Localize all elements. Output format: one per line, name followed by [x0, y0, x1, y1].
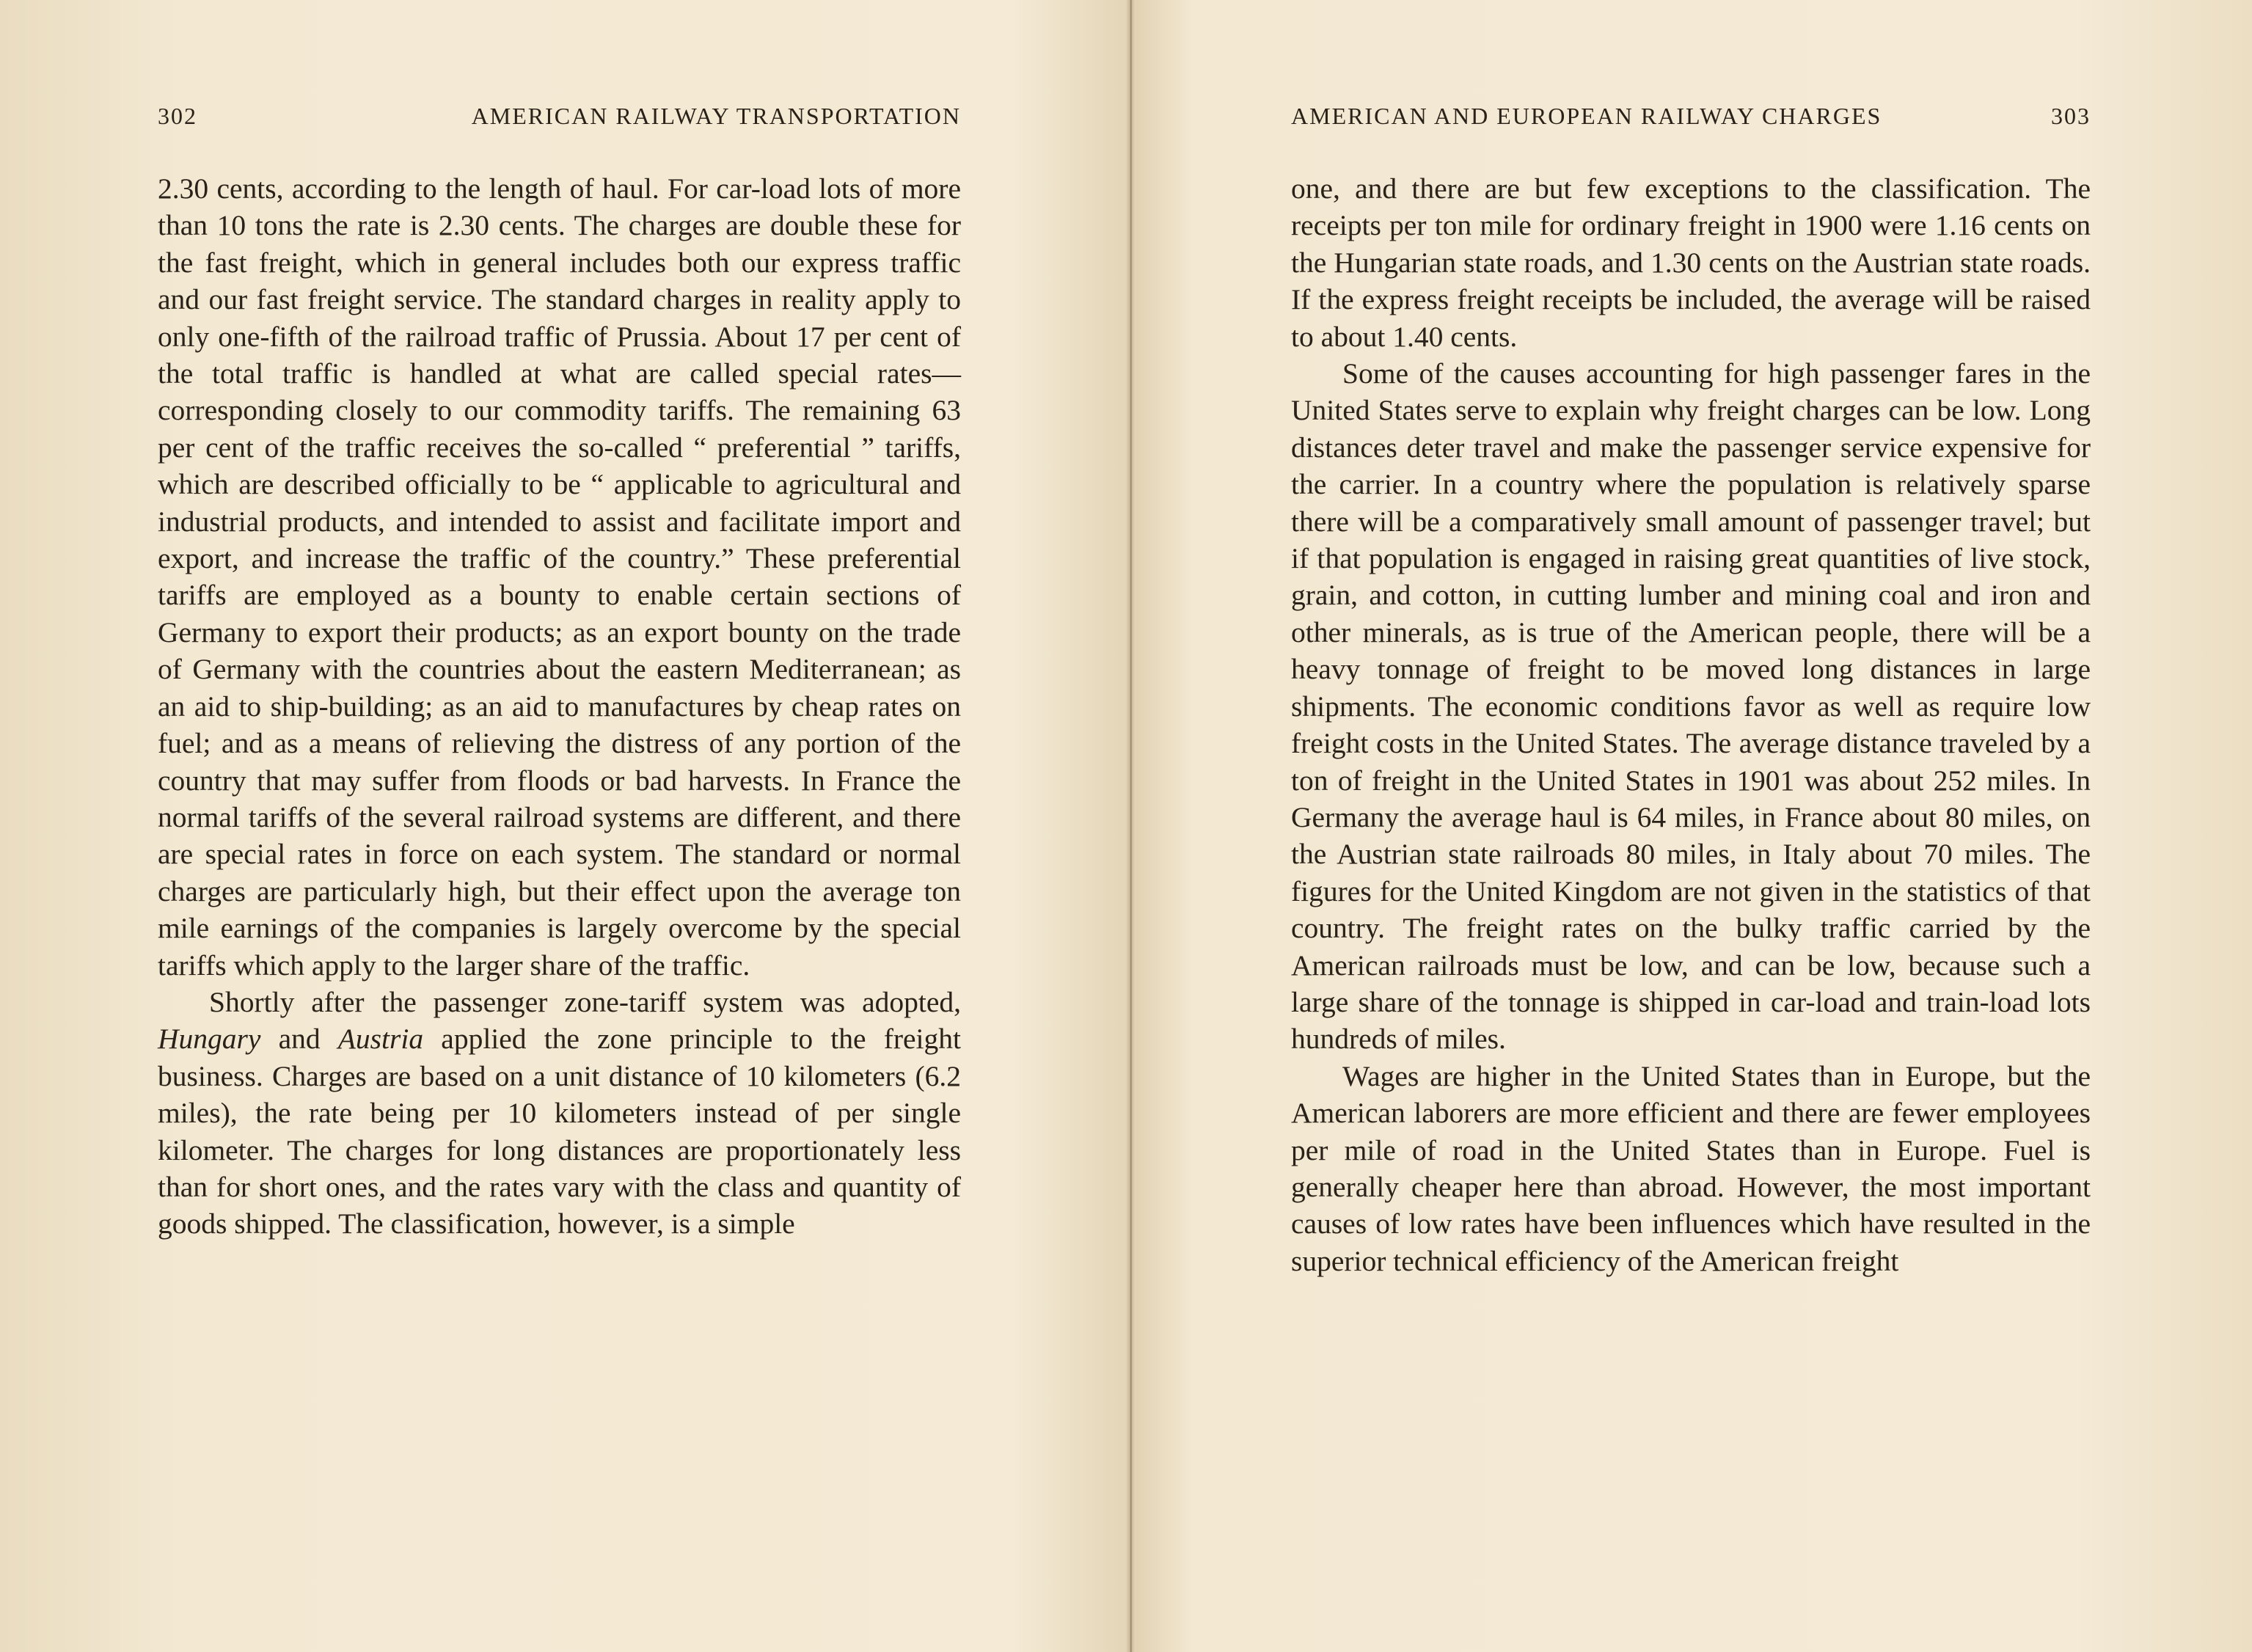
right-page	[1291, 103, 2091, 1279]
left-page-number: 302	[158, 103, 197, 129]
paragraph: one, and there are but few exceptions to the classification. The receipts per ton mile for ordinary freight in 1900 were 1.16 cents on the Hungarian state roads, and 1.30 cents on the Austrian state roads. If the express freight receipts be included, the average will be raised to about 1.40 cents.	[1291, 172, 2091, 353]
right-body-text	[1291, 170, 2091, 1279]
italic-term: Austria	[337, 1023, 424, 1056]
left-page	[158, 103, 961, 1243]
paragraph: 2.30 cents, according to the length of haul. For car-load lots of more than 10 tons the rate is 2.30 cents. The charges are double these for the fast freight, which in general includes both our express traffic and our fast freight service. The standard charges in reality apply to only one-fifth of the railroad traffic of Prussia. About 17 per cent of the total traffic is handled at what are called special rates—corresponding closely to our commodity tariffs. The remaining 63 per cent of the traffic receives the so-called “ preferential ” tariffs, which are described officially to be “ applicable to agricultural and industrial products, and intended to assist and facilitate import and export, and increase the traffic of the country.” These preferential tariffs are employed as a bounty to enable certain sections of Germany to export their products; as an export bounty on the trade of Germany with the countries about the eastern Mediterranean; as an aid to ship-building; as an aid to manufactures by cheap rates on fuel; and as a means of relieving the distress of any portion of the country that may suffer from floods or bad harvests. In France the normal tariffs of the several railroad systems are different, and there are special rates in force on each system. The standard or normal charges are particularly high, but their effect upon the average ton mile earnings of the companies is largely overcome by the special tariffs which apply to the larger share of the traffic.	[158, 172, 961, 982]
right-running-title: AMERICAN AND EUROPEAN RAILWAY CHARGES	[1291, 103, 1882, 129]
left-running-head	[158, 103, 961, 139]
left-running-title: AMERICAN RAILWAY TRANSPORTATION	[471, 103, 961, 129]
italic-term: Hungary	[158, 1023, 261, 1056]
book-gutter	[1126, 0, 1135, 1652]
right-running-head	[1291, 103, 2091, 139]
paragraph: Shortly after the passenger zone-tariff system was adopted, Hungary and Austria applied the zone principle to the freight business. Charges are based on a unit distance of 10 kilometers (6.2 miles), the rate being per 10 kilometers instead of per single kilometer. The charges for long distances are proportionately less than for short ones, and the rates vary with the class and quantity of goods shipped. The classification, however, is a simple	[158, 985, 961, 1240]
left-body-text	[158, 170, 961, 1243]
paragraph: Some of the causes accounting for high passenger fares in the United States serve to explain why freight charges can be low. Long distances deter travel and make the passenger service expensive for the carrier. In a country where the population is relatively sparse there will be a comparatively small amount of passenger travel; but if that population is engaged in raising great quantities of live stock, grain, and cotton, in cutting lumber and mining coal and iron and other minerals, as is true of the American people, there will be a heavy tonnage of freight to be moved long distances in large shipments. The economic conditions favor as well as require low freight costs in the United States. The average distance traveled by a ton of freight in the United States in 1901 was about 252 miles. In Germany the average haul is 64 miles, in France about 80 miles, on the Austrian state railroads 80 miles, in Italy about 70 miles. The figures for the United Kingdom are not given in the statistics of that country. The freight rates on the bulky traffic carried by the American railroads must be low, and can be low, because such a large share of the tonnage is shipped in car-load and train-load lots hundreds of miles.	[1291, 357, 2091, 1056]
right-page-number: 303	[2051, 103, 2091, 129]
paragraph: Wages are higher in the United States than in Europe, but the American laborers are more efficient and there are fewer employees per mile of road in the United States than in Europe. Fuel is generally cheaper here than abroad. However, the most important causes of low rates have been influences which have resulted in the superior technical efficiency of the American freight	[1291, 1059, 2091, 1277]
